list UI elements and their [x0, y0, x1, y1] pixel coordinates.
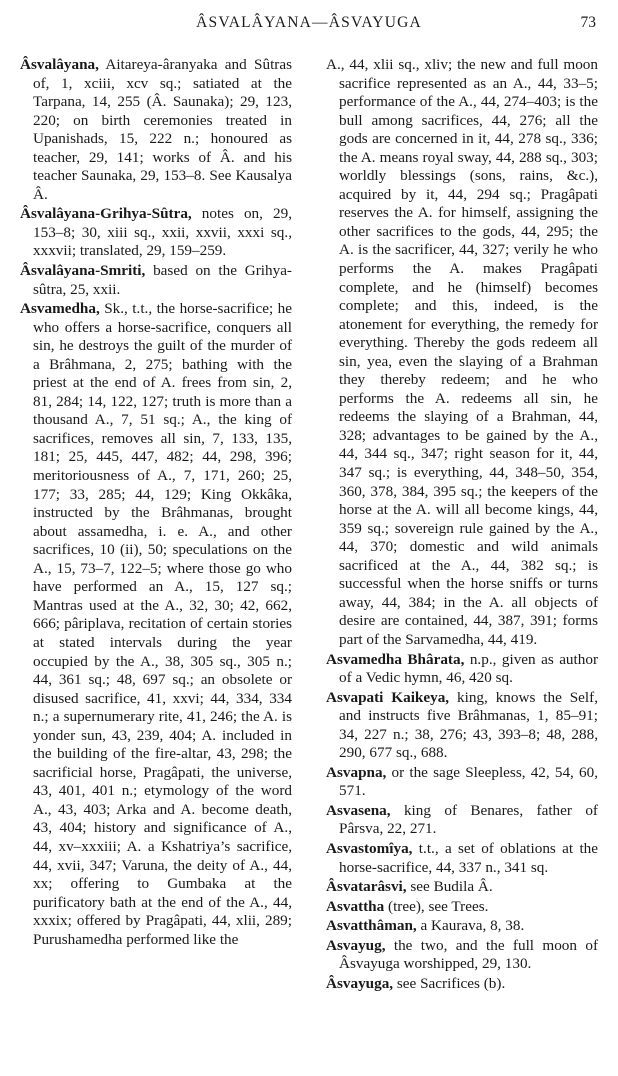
left-column — [20, 56, 292, 950]
index-entry — [326, 898, 598, 917]
index-entry — [326, 802, 598, 839]
page-number: 73 — [580, 14, 596, 31]
entry-text: based on the Grihya-sûtra, 25, xxii. — [33, 262, 292, 298]
entry-headword: Âsvalâyana-Grihya-Sûtra, — [20, 205, 192, 223]
entry-headword: Asvamedha, — [20, 300, 100, 318]
entry-headword: Asvattha — [326, 897, 385, 915]
index-entry — [326, 878, 598, 897]
right-column — [326, 56, 598, 994]
index-entry — [326, 651, 598, 688]
entry-text: or the sage Sleepless, 42, 54, 60, 571. — [339, 763, 598, 800]
entry-headword: Âsvalâyana, — [20, 56, 99, 73]
entry-text: t.t., a set of oblations at the horse-sacrifice, 44, 337 n., 341 sq. — [339, 839, 598, 876]
index-entry — [20, 205, 292, 261]
entry-headword: Asvatthâman, — [326, 917, 417, 935]
entry-headword: Asvasena, — [326, 801, 391, 819]
index-entry — [326, 917, 598, 936]
entry-text: n.p., given as author of a Vedic hymn, 46, 420 sq. — [339, 650, 598, 687]
running-title: ÂSVALÂYANA—ÂSVAYUGA — [196, 14, 422, 31]
entry-text: notes on, 29, 153–8; 30, xiii sq., xxii, xxvii, xxxi sq., xxxvii; translated, 29, 159–259. — [33, 205, 292, 260]
index-entry — [326, 937, 598, 974]
entry-text: Sk., t.t., the horse-sacrifice; he who offers a horse-sacrifice, conquers all sin, he destroys the guilt of the murder of a Brâhmana, 2, 275; bathing with the priest at the end of A. frees from sin, 2, 81, 284; 14, 122, 127; truth is more than a thousand A., 7, 51 sq.; A., the king of sacrifices, removes all sin, 7, 133, 135, 181; 25, 445, 447, 482; 44, 298, 396; meritoriousness of A., 7, 171, 260; 25, 177; 33, 285; 44, 129; King Okkâka, instructed by the Brâhmanas, brought about assamedha, i. e. A., and other sacrifices, 10 (ii), 50; speculations on the A., 15, 73–7, 122–5; where those go who have performed an A., 15, 127 sq.; Mantras used at the A., 32, 30; 42, 662, 666; pâriplava, recitation of certain stories at stated intervals during the year occupied by the A., 38, 305 sq., 305 n.; 44, 361 sq.; 48, 697 sq.; an obsolete or disused sacrifice, 41, xxvi; 44, 334, 334 n.; a supernumerary rite, 41, 246; the A. is yonder sun, 43, 239, 404; A. included in the building of the fire-altar, 43, 298; the sacrificial horse, Pragâpati, the universe, 43, 401, 401 n.; etymology of the word A., 43, 403; Arka and A. become death, 43, 404; history and significance of A., 44, xv–xxxiii; A. a Kshatriya’s sacrifice, 44, xvii, 347; Varuna, the deity of A., 44, xx; offering to Gumbaka at the purificatory bath at the end of the A., 44, xxxix; offered by Pragâpati, 44, xlii, 289; Purushamedha performed like the — [33, 300, 292, 948]
entry-text: A., 44, xlii sq., xliv; the new and full moon sacrifice represented as an A., 44, 33–5; performance of the A., 44, 274–403; is the bull among sacrifices, 44, 276; all the gods are concerned in it, 44, 278 sq., 336; the A. means royal sway, 44, 288 sq., 303; worldly blessings (sons, rains, &c.), acquired by it, 44, 294 sq.; Pragâpati reserves the A. for himself, assigning the other sacrifices to the gods, 44, 295; the A. is the sacrificer, 44, 327; verily he who performs the A. makes Pragâpati complete, and he (himself) becomes complete; and this, indeed, is the atonement for everything, the remedy for everything. Thereby the gods redeem all sin, yea, even the slaying of a Brahman they thereby redeem; and he who performs the A. redeems all sin, he redeems the slaying of a Brahman, 44, 328; advantages to be gained by the A., 44, 344 sq., 347; right season for it, 44, 347 sq.; is everything, 44, 348–50, 354, 360, 378, 384, 395 sq.; the keepers of the horse at the A. will all become kings, 44, 359 sq.; sovereign rule gained by the A., 44, 370; domestic and wild animals sacrificed at the A., 44, 382 sq.; is successful when the horse sniffs or turns away, 44, 384; in the A. all objects of desire are contained, 44, 387, 391; forms part of the Sarvamedha, 44, 419. — [326, 56, 598, 648]
entry-headword: Âsvalâyana-Smriti, — [20, 262, 146, 280]
entry-text: Aitareya-âranyaka and Sûtras of, 1, xciii, xcv sq.; satiated at the Tarpana, 14, 255 (Â. Saunaka); 29, 123, 220; on birth ceremonies treated in Upanishads, 15, 222 n.; honoured as teacher, 29, 141; works of Â. and his teacher Saunaka, 29, 153–8. See Kausalya Â. — [33, 56, 292, 203]
entry-text: king, knows the Self, and instructs five Brâhmanas, 1, 85–91; 34, 227 n.; 38, 276; 43, 393–8; 48, 288, 290, 677 sq., 688. — [339, 688, 598, 762]
entry-text: a Kaurava, 8, 38. — [416, 917, 525, 935]
entry-headword: Asvapna, — [326, 763, 387, 781]
entry-headword: Asvapati Kaikeya, — [326, 688, 450, 706]
entry-headword: Âsvayuga, — [326, 974, 394, 992]
index-entry — [326, 764, 598, 801]
entry-text: king of Benares, father of Pârsva, 22, 271. — [339, 801, 598, 838]
entry-headword: Asvayug, — [326, 936, 386, 954]
entry-headword: Asvamedha Bhârata, — [326, 650, 465, 668]
index-entry-continued — [326, 56, 598, 650]
entry-text: see Budila Â. — [406, 878, 493, 896]
page-header — [0, 14, 618, 40]
entry-text: (tree), see Trees. — [384, 897, 489, 915]
entry-text: see Sacrifices (b). — [393, 974, 506, 992]
index-entry — [326, 689, 598, 763]
entry-text: the two, and the full moon of Âsvayuga worshipped, 29, 130. — [339, 936, 598, 973]
index-entry — [20, 262, 292, 299]
index-entry — [20, 56, 292, 204]
entry-headword: Âsvatarâsvi, — [326, 878, 407, 896]
index-entry — [326, 840, 598, 877]
entry-headword: Asvastomîya, — [326, 839, 413, 857]
index-entry — [20, 300, 292, 949]
index-entry — [326, 975, 598, 994]
